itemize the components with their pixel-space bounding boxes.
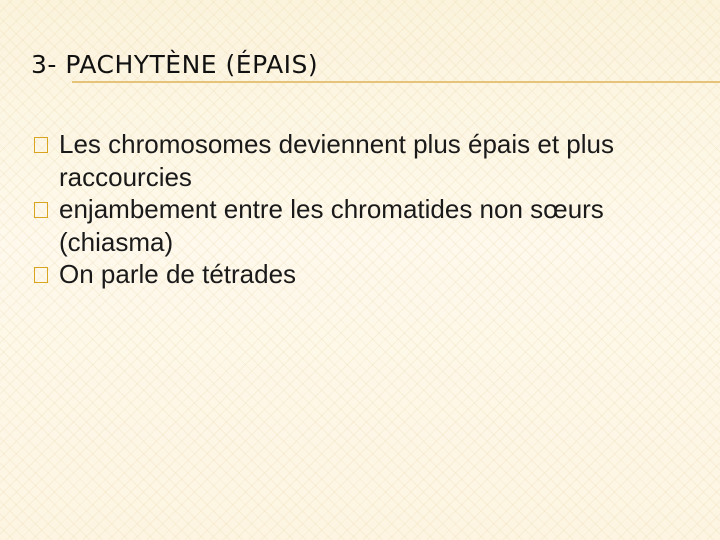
bullet-list — [34, 128, 694, 291]
slide-title: 3- PACHYTÈNE (ÉPAIS) — [31, 50, 319, 79]
bullet-item — [34, 193, 694, 258]
square-bullet-icon — [34, 137, 48, 153]
square-bullet-icon — [34, 202, 48, 218]
bullet-item — [34, 128, 694, 193]
bullet-text: enjambement entre les chromatides non sœurs (chiasma) — [59, 194, 604, 257]
square-bullet-icon — [34, 267, 48, 283]
bullet-item — [34, 258, 694, 291]
bullet-text: On parle de tétrades — [59, 259, 297, 289]
bullet-text: Les chromosomes deviennent plus épais et plus raccourcies — [59, 129, 614, 192]
title-underline — [72, 81, 720, 83]
